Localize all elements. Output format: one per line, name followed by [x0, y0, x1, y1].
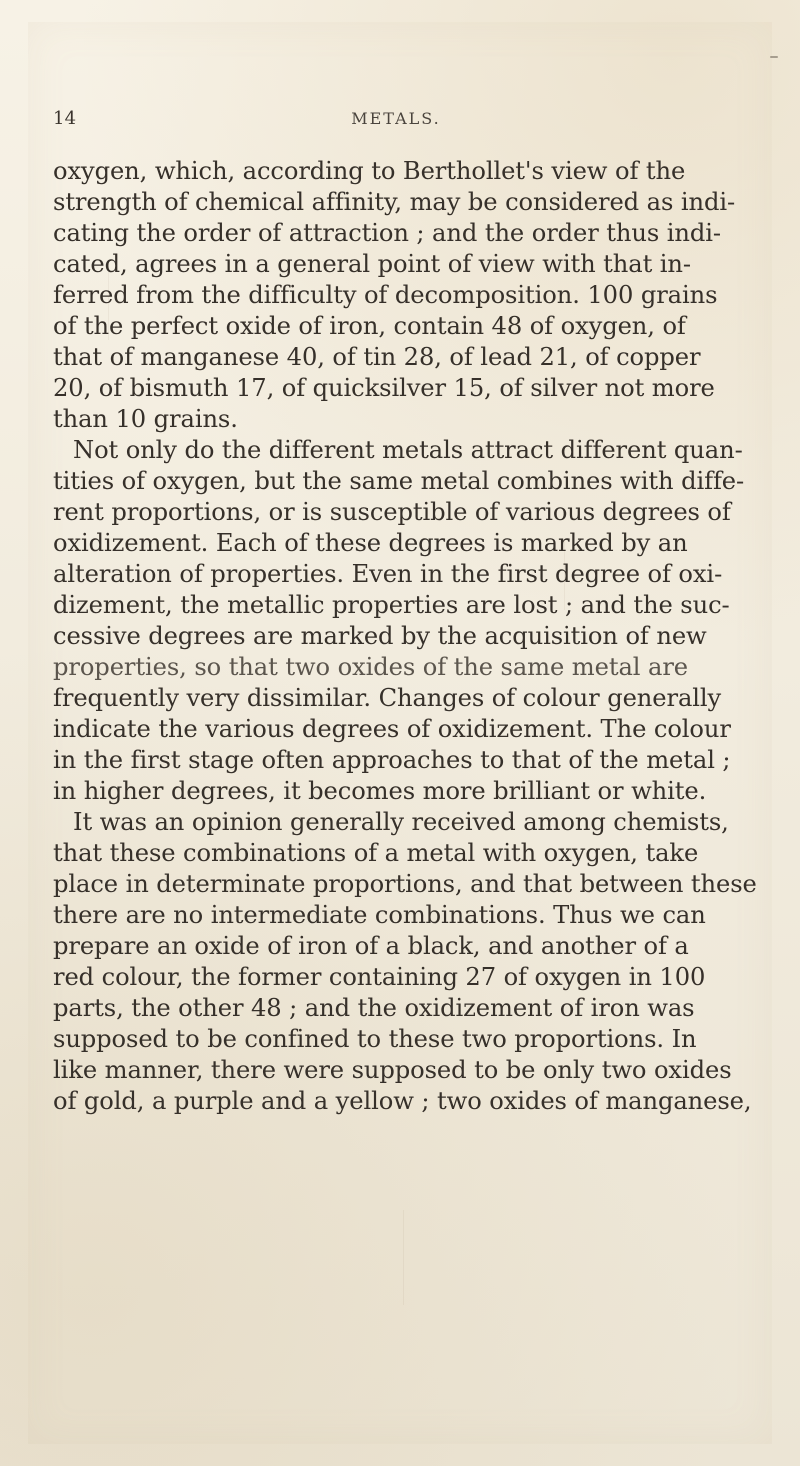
text-line: It was an opinion generally received among chemists,: [73, 808, 729, 836]
text-line: cating the order of attraction ; and the order thus indi-: [53, 219, 721, 247]
running-title: METALS.: [351, 109, 441, 128]
text-line: prepare an oxide of iron of a black, and another of a: [53, 932, 689, 960]
text-line: supposed to be confined to these two proportions. In: [53, 1025, 697, 1053]
text-line: in the first stage often approaches to that of the metal ;: [53, 746, 731, 774]
page-edge-mark: [770, 56, 778, 58]
text-line: oxygen, which, according to Berthollet's view of the: [53, 157, 686, 185]
text-line: place in determinate proportions, and that between these: [53, 870, 757, 898]
paper-fiber-mark: [403, 1210, 404, 1305]
text-line: indicate the various degrees of oxidizement. The colour: [53, 715, 731, 743]
text-line: dizement, the metallic properties are lost ; and the suc-: [53, 591, 730, 619]
text-line: ferred from the difficulty of decomposition. 100 grains: [53, 281, 718, 309]
text-line: in higher degrees, it becomes more brilliant or white.: [53, 777, 707, 805]
text-line: oxidizement. Each of these degrees is marked by an: [53, 529, 688, 557]
text-line: 20, of bismuth 17, of quicksilver 15, of silver not more: [53, 374, 715, 402]
text-line: alteration of properties. Even in the first degree of oxi-: [53, 560, 723, 588]
text-line: Not only do the different metals attract different quan-: [73, 436, 743, 464]
text-line: properties, so that two oxides of the same metal are: [53, 653, 689, 681]
text-line: cated, agrees in a general point of view with that in-: [53, 250, 691, 278]
text-line: of gold, a purple and a yellow ; two oxides of manganese,: [53, 1087, 752, 1115]
text-line: strength of chemical affinity, may be considered as indi-: [53, 188, 736, 216]
text-line: parts, the other 48 ; and the oxidizement of iron was: [53, 994, 695, 1022]
text-line: rent proportions, or is susceptible of various degrees of: [53, 498, 731, 526]
text-line: that of manganese 40, of tin 28, of lead 21, of copper: [53, 343, 701, 371]
text-line: of the perfect oxide of iron, contain 48 of oxygen, of: [53, 312, 686, 340]
text-line: tities of oxygen, but the same metal combines with diffe-: [53, 467, 745, 495]
text-line: that these combinations of a metal with oxygen, take: [53, 839, 699, 867]
page-number: 14: [53, 108, 77, 129]
text-line: red colour, the former containing 27 of oxygen in 100: [53, 963, 706, 991]
text-line: frequently very dissimilar. Changes of colour generally: [53, 684, 722, 712]
text-line: like manner, there were supposed to be only two oxides: [53, 1056, 732, 1084]
text-line: cessive degrees are marked by the acquisition of new: [53, 622, 707, 650]
text-line: than 10 grains.: [53, 405, 238, 433]
text-line: there are no intermediate combinations. Thus we can: [53, 901, 706, 929]
running-head: [53, 108, 743, 140]
body-text: [53, 156, 757, 1117]
